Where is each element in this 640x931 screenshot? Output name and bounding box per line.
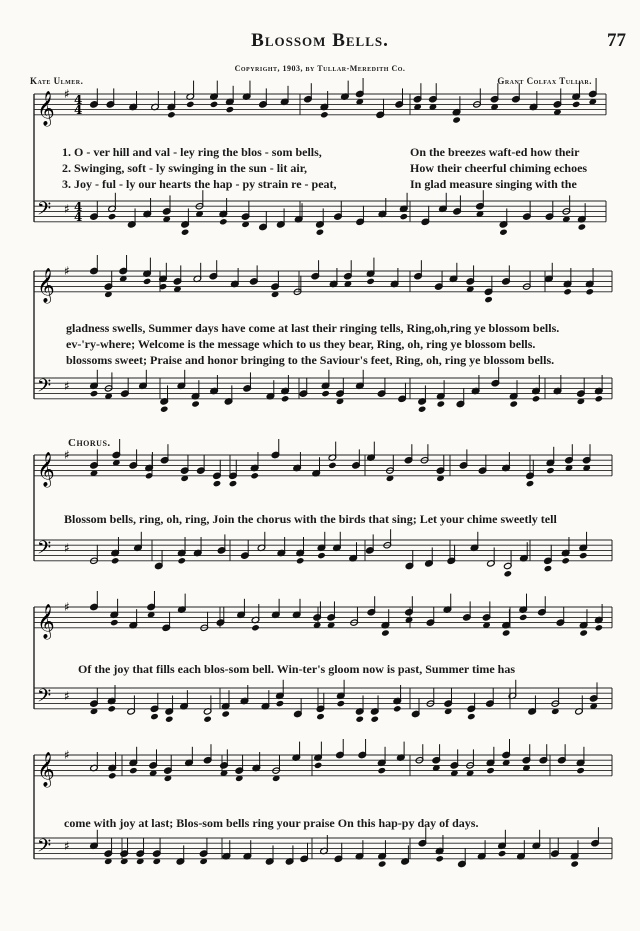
note-head	[579, 629, 588, 636]
note-head	[167, 111, 176, 118]
note-head	[316, 229, 325, 236]
time-signature: 4	[74, 103, 83, 117]
note-head	[150, 713, 159, 720]
bass-clef-icon: 𝄢	[37, 375, 52, 401]
note-head	[108, 772, 117, 779]
page-title: Blossom Bells.	[251, 30, 389, 51]
page-number: 77	[607, 30, 626, 51]
note-head	[595, 624, 604, 631]
note-head	[576, 767, 585, 774]
note-head	[219, 218, 228, 225]
note-head	[226, 106, 235, 113]
treble-clef-icon: 𝄞	[37, 451, 55, 487]
treble-clef-icon: 𝄞	[37, 751, 55, 787]
time-signature: 4	[74, 210, 83, 224]
note-head	[561, 557, 570, 564]
note-head	[570, 860, 579, 867]
note-head	[165, 716, 174, 723]
note-head	[486, 767, 495, 774]
composer-credit: Grant Colfax Tullar.	[497, 76, 592, 86]
note-head	[90, 390, 99, 397]
note-head	[314, 762, 323, 769]
note-head	[467, 713, 476, 720]
note-head	[532, 395, 541, 402]
treble-clef-icon: 𝄞	[37, 603, 55, 639]
note-head	[251, 624, 260, 631]
note-head	[210, 101, 219, 108]
note-head	[107, 705, 116, 712]
note-head	[108, 213, 117, 220]
key-signature-sharp: ♯	[64, 748, 70, 762]
note-head	[400, 213, 409, 220]
key-signature-sharp: ♯	[64, 448, 70, 462]
note-head	[177, 557, 186, 564]
note-head	[502, 629, 511, 636]
note-head	[366, 278, 375, 285]
key-signature-sharp: ♯	[64, 839, 70, 853]
note-head	[276, 700, 285, 707]
chorus-line-2: Of the joy that fills each blos-som bell. Win-ter's gloom now is past, Summer time has	[78, 662, 515, 676]
chorus-line-1: Blossom bells, ring, oh, ring, Join the chorus with the birds that sing; Let your chime sweetly tell	[64, 512, 557, 526]
note-head	[585, 288, 594, 295]
note-head	[519, 614, 528, 621]
verse1-line-a: 1. O - ver hill and val - ley ring the blos - som bells,	[62, 145, 322, 159]
copyright-notice: Copyright, 1903, by Tullar-Meredith Co.	[234, 64, 406, 73]
note-head	[563, 288, 572, 295]
key-signature-sharp: ♯	[64, 600, 70, 614]
note-head	[509, 400, 518, 407]
note-head	[437, 400, 446, 407]
note-head	[381, 629, 390, 636]
note-head	[578, 223, 587, 230]
note-head	[129, 767, 138, 774]
treble-clef-icon: 𝄞	[37, 267, 55, 303]
note-head	[452, 116, 461, 123]
verse1-line-c: gladness swells, Summer days have come at last their ringing tells, Ring,oh,ring ye blossom bells.	[66, 321, 560, 335]
bass-clef-icon: 𝄢	[37, 198, 52, 224]
chorus-label: Chorus.	[68, 437, 111, 449]
note-head	[191, 400, 200, 407]
note-head	[110, 619, 119, 626]
key-signature-sharp: ♯	[64, 264, 70, 278]
note-head	[378, 860, 387, 867]
note-head	[296, 557, 305, 564]
note-head	[579, 552, 588, 559]
note-head	[498, 850, 507, 857]
key-signature-sharp: ♯	[64, 202, 70, 216]
note-head	[321, 390, 330, 397]
note-head	[546, 467, 555, 474]
key-signature-sharp: ♯	[64, 689, 70, 703]
verse3-line-b: In glad measure singing with the	[410, 177, 577, 191]
note-head	[186, 101, 195, 108]
note-head	[316, 713, 325, 720]
key-signature-sharp: ♯	[64, 541, 70, 555]
note-head	[526, 480, 535, 487]
chorus-line-3: come with joy at last; Blos-som bells ring your praise On this hap-py day of days.	[64, 816, 479, 830]
key-signature-sharp: ♯	[64, 379, 70, 393]
note-head	[328, 462, 337, 469]
note-head	[370, 716, 379, 723]
note-head	[484, 296, 493, 303]
note-head	[111, 557, 120, 564]
bass-clef-icon: 𝄢	[37, 835, 52, 861]
note-head	[317, 552, 326, 559]
note-head	[143, 278, 152, 285]
verse2-line-a: 2. Swinging, soft - ly swinging in the sun - lit air,	[62, 161, 307, 175]
note-head	[544, 565, 553, 572]
note-head	[355, 716, 364, 723]
note-head	[435, 855, 444, 862]
verse3-line-c: blossoms sweet; Praise and honor bringing to the Saviour's feet, Ring, oh, ring ye blossom bells.	[66, 353, 555, 367]
note-head	[181, 229, 190, 236]
verse1-line-b: On the breezes waft-ed how their	[410, 145, 580, 159]
note-head	[229, 480, 238, 487]
verse2-line-b: How their cheerful chiming echoes	[410, 161, 588, 175]
verse3-line-a: 3. Joy - ful - ly our hearts the hap - py strain re - peat,	[62, 177, 337, 191]
note-head	[418, 406, 427, 413]
note-head	[160, 406, 169, 413]
treble-clef-icon: 𝄞	[37, 90, 55, 126]
bass-clef-icon: 𝄢	[37, 685, 52, 711]
note-head	[203, 716, 212, 723]
key-signature-sharp: ♯	[64, 87, 70, 101]
note-head	[572, 101, 581, 108]
note-head	[595, 395, 604, 402]
time-signature: 4	[74, 93, 83, 107]
note-head	[393, 705, 402, 712]
note-head	[503, 570, 512, 577]
author-credit: Kate Ulmer.	[30, 76, 84, 86]
note-head	[377, 767, 386, 774]
note-head	[213, 480, 222, 487]
note-head	[281, 395, 290, 402]
verse2-line-c: ev-'ry-where; Welcome is the message which to us they bear, Ring, oh, ring ye blossom bells.	[66, 337, 536, 351]
time-signature: 4	[74, 200, 83, 214]
note-head	[221, 710, 230, 717]
bass-clef-icon: 𝄢	[37, 537, 52, 563]
note-head	[320, 111, 329, 118]
note-head	[250, 472, 259, 479]
note-head	[499, 229, 508, 236]
note-head	[337, 700, 346, 707]
